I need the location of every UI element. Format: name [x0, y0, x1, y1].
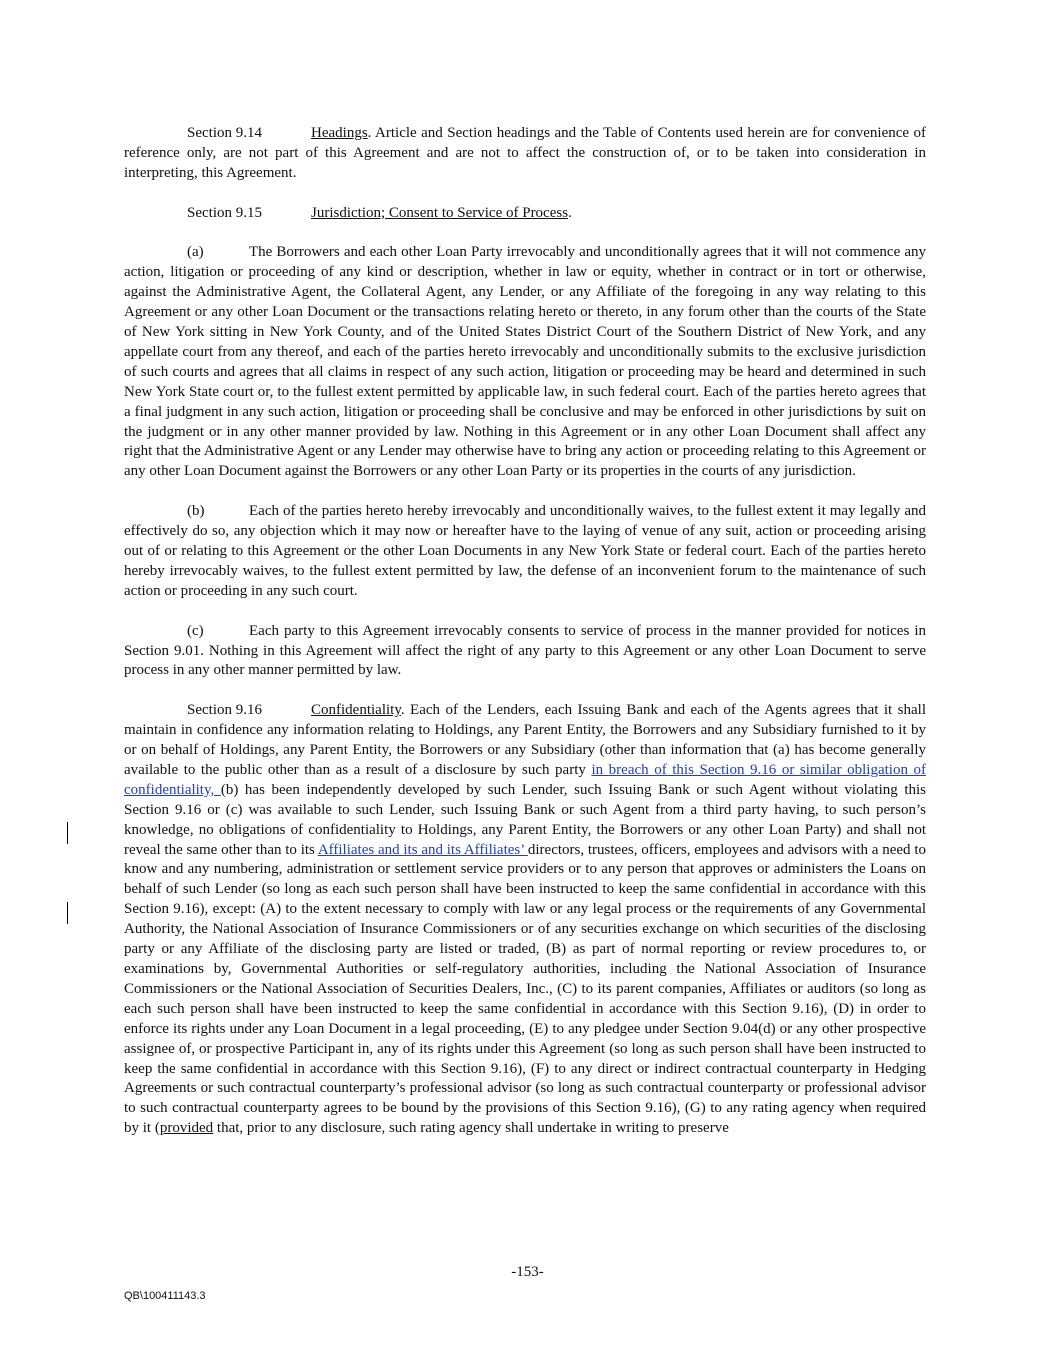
section-number: Section 9.16	[187, 702, 262, 719]
section-9-15-c	[124, 622, 926, 682]
section-title: Jurisdiction; Consent to Service of Process	[311, 204, 569, 221]
document-page	[124, 124, 926, 1139]
inserted-text-breach: in breach of this Section 9.16 or similar obligation of confidentiality,	[124, 761, 927, 798]
section-title-period: .	[568, 204, 572, 221]
section-body-part-1: . Each of the Lenders, each Issuing Bank and each of the Agents agrees that it shall maintain in confidence any information relating to Holdings, any Parent Entity, the Borrowers and any Subsidiary furnished to it by or on behalf of Holdings, any Parent Entity, the Borrowers or any Subsidiary (other than information that (a) has become generally available to the public other than as a result of a disclosure by such party	[124, 702, 926, 778]
clause-body: Each party to this Agreement irrevocably consents to service of process in the manner provided for notices in Section 9.01. Nothing in this Agreement will affect the right of any party to this Agreement or any other Loan Document to serve process in any other manner permitted by law.	[124, 622, 926, 679]
clause-label: (a)	[187, 244, 204, 261]
section-9-15-b	[124, 502, 926, 602]
section-body-part-4: that, prior to any disclosure, such rating agency shall undertake in writing to preserve	[213, 1120, 729, 1137]
clause-label: (c)	[187, 622, 204, 639]
section-body-part-3: directors, trustees, officers, employees and advisors with a need to know and any numbering, administration or settlement service providers or to any person that approves or administers the Loans on behalf of such Lender (so long as each such person shall have been instructed to keep the same confidential in accordance with this Section 9.16), except: (A) to the extent necessary to comply with law or any legal process or the requirements of any Governmental Authority, the National Association of Insurance Commissioners or of any securities exchange on which securities of the disclosing party or any Affiliate of the disclosing party are listed or traded, (B) as part of normal reporting or review procedures to, or examinations by, Governmental Authorities or self-regulatory authorities, including the National Association of Insurance Commissioners or the National Association of Securities Dealers, Inc., (C) to its parent companies, Affiliates or auditors (so long as each such person shall have been instructed to keep the same confidential in accordance with this Section 9.16), (D) in order to enforce its rights under any Loan Document in a legal proceeding, (E) to any pledgee under Section 9.04(d) or any other prospective assignee of, or prospective Participant in, any of its rights under this Agreement (so long as such person shall have been instructed to keep the same confidential in accordance with this Section 9.16), (F) to any direct or indirect contractual counterparty in Hedging Agreements or such contractual counterparty’s professional advisor (so long as such contractual counterparty or professional advisor to such contractual counterparty agrees to be bound by the provisions of this Section 9.16), (G) to any rating agency when required by it (	[124, 841, 926, 1137]
change-bar	[67, 822, 68, 844]
clause-body: Each of the parties hereto hereby irrevocably and unconditionally waives, to the fullest extent it may legally and effectively do so, any objection which it may now or hereafter have to the laying of venue of any suit, action or proceeding arising out of or relating to this Agreement or the other Loan Documents in any New York State or federal court. Each of the parties hereto hereby irrevocably waives, to the fullest extent permitted by law, the defense of an inconvenient forum to the maintenance of such action or proceeding in any such court.	[124, 503, 926, 599]
change-bar	[67, 902, 68, 924]
section-9-14	[124, 124, 926, 184]
document-id: QB\100411143.3	[124, 1290, 206, 1302]
section-9-15-a	[124, 243, 926, 482]
page-number: -153-	[511, 1264, 544, 1280]
section-body-part-2: (b) has been independently developed by such Lender, such Issuing Bank or such Agent without violating this Section 9.16 or (c) was available to such Lender, such Issuing Bank or such Agent from a third party having, to such person’s knowledge, no obligations of confidentiality to Holdings, any Parent Entity, the Borrowers or any other Loan Party) and shall not reveal the same other than to its	[124, 781, 926, 858]
section-9-16	[124, 701, 926, 1139]
section-title: Headings	[311, 125, 368, 141]
section-body: . Article and Section headings and the Table of Contents used herein are for convenience of reference only, are not part of this Agreement and are not to affect the construction of, or to be taken into consideration in interpreting, this Agreement.	[124, 125, 926, 181]
provided-term: provided	[159, 1120, 214, 1137]
clause-body: The Borrowers and each other Loan Party irrevocably and unconditionally agrees that it will not commence any action, litigation or proceeding of any kind or description, whether in law or equity, whether in contract or in tort or otherwise, against the Administrative Agent, the Collateral Agent, any Lender, or any Affiliate of the foregoing in any way relating to this Agreement or any other Loan Document or the transactions relating hereto or thereto, in any forum other than the courts of the State of New York sitting in New York County, and of the United States District Court of the Southern District of New York, and any appellate court from any thereof, and each of the parties hereto irrevocably and unconditionally submits to the exclusive jurisdiction of such courts and agrees that all claims in respect of any such action, litigation or proceeding may be heard and determined in such New York State court or, to the fullest extent permitted by applicable law, in such federal court. Each of the parties hereto agrees that a final judgment in any such action, litigation or proceeding shall be conclusive and may be enforced in other jurisdictions by suit on the judgment or in any other manner provided by law. Nothing in this Agreement or in any other Loan Document shall affect any right that the Administrative Agent or any Lender may otherwise have to bring any action or proceeding relating to this Agreement or any other Loan Document against the Borrowers or any other Loan Party or its properties in the courts of any jurisdiction.	[124, 244, 926, 480]
section-number: Section 9.15	[187, 204, 262, 221]
section-number: Section 9.14	[187, 125, 262, 141]
clause-label: (b)	[187, 503, 205, 520]
section-title: Confidentiality	[311, 702, 401, 719]
section-9-15-heading	[124, 204, 926, 224]
inserted-text-affiliates: Affiliates and its and its Affiliates’	[317, 841, 528, 858]
